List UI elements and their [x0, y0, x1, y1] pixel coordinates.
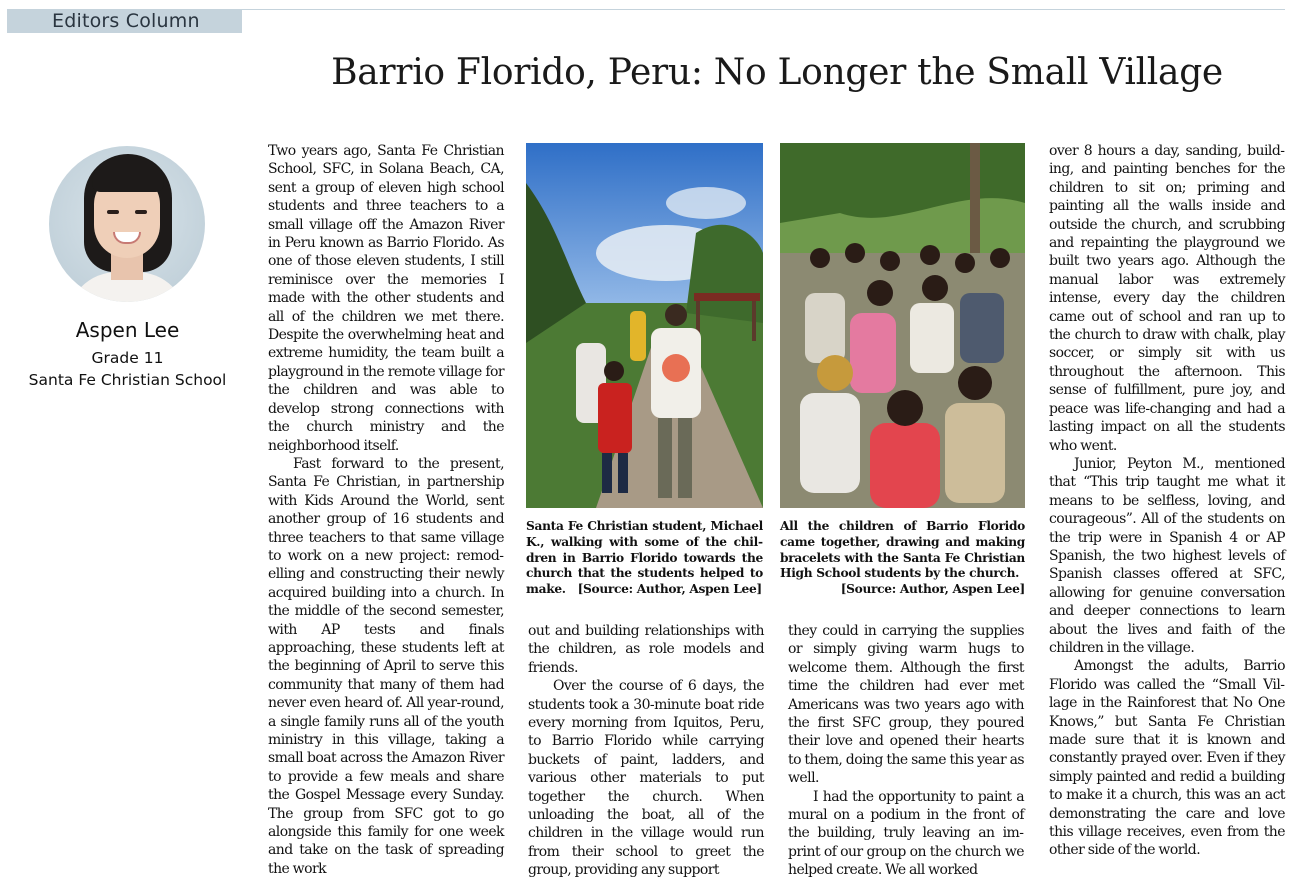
caption-source: [Source: Author, Aspen Lee] [840, 582, 1025, 597]
section-label: Editors Column [7, 9, 242, 33]
author-photo [49, 146, 205, 302]
article-column-1 [268, 142, 504, 878]
photo-walking-to-church [526, 143, 763, 508]
paragraph: they could in carrying the supplies or simply giving warm hugs to welcome them. Although the first time the children had ever met Americans was two years ago with the first SFC group, they poured their love and opened their hearts to them, doing the same this year as well. [788, 623, 1024, 787]
caption-photo-1 [526, 519, 763, 598]
article-column-2 [528, 622, 764, 880]
paragraph: Over the course of 6 days, the students took a 30-minute boat ride every morning from Iquitos, Peru, to Barrio Florido while carrying buckets of paint, ladders, and various other materials to put together the church. When unloading the boat, all of the children in the village would run from their school to greet the group, providing any support [528, 678, 764, 879]
author-name: Aspen Lee [75, 318, 180, 342]
caption-photo-2 [780, 519, 1025, 598]
author-school: Santa Fe Christian School [28, 371, 227, 389]
paragraph: out and building relationships with the children, as role models and friends. [528, 623, 764, 676]
article-column-3 [788, 622, 1024, 880]
paragraph: over 8 hours a day, sanding, building, and painting benches for the children to sit on; priming and painting all the walls inside and outside the church, and scrubbing and repainting the playground we built two years ago. Although the manual labor was extremely intense, every day the children came out of school and ran up to the church to draw with chalk, play soccer, or simply sit with us throughout the afternoon. This sense of fulfillment, pure joy, and peace was life-changing and had a lasting impact on all the students who went. [1049, 143, 1285, 454]
headline: Barrio Florido, Peru: No Longer the Small Village [331, 52, 1223, 93]
paragraph: Amongst the adults, Barrio Florido was called the “Small Village in the Rainforest that No One Knows,” but Santa Fe Christian made sure that it is known and constantly prayed over. Even if they simply painted and redid a building to make it a church, this was an act demonstrating the care and love this village receives, even from the other side of the world. [1049, 658, 1285, 859]
caption-source: [Source: Author, Aspen Lee] [577, 582, 762, 597]
article-column-4 [1049, 142, 1285, 860]
paragraph: Junior, Peyton M., mentioned that “This trip taught me what it means to be selfless, loving, and courageous”. All of the students on the trip were in Spanish 4 or AP Spanish, the two highest levels of Spanish classes offered at SFC, allowing for genuine conversation and deeper connections to learn about the lives and faith of the children in the village. [1049, 455, 1285, 656]
top-rule [242, 9, 1285, 10]
caption-text: Santa Fe Christian student, Michael K., walking with some of the children in Barrio Florido towards the church that the students helped to make. [526, 519, 763, 597]
author-grade: Grade 11 [91, 349, 164, 367]
paragraph: Fast forward to the present, Santa Fe Christian, in partnership with Kids Around the World, sent another group of 16 students and three teachers to that same village to work on a new project: remodelling and constructing their newly acquired building into a church. In the middle of the second semester, with AP tests and finals approaching, these students left at the beginning of April to serve this community that many of them had never even heard of. All year-round, a single family runs all of the youth ministry in this village, taking a small boat across the Amazon River to provide a few meals and share the Gospel Message every Sunday. The group from SFC got to go alongside this family for one week and take on the task of spreading the work [268, 455, 504, 877]
photo-children-group [780, 143, 1025, 508]
paragraph: I had the opportunity to paint a mural on a podium in the front of the building, truly leaving an imprint of our group on the church we helped create. We all worked [788, 788, 1024, 879]
paragraph: Two years ago, Santa Fe Christian School, SFC, in Solana Beach, CA, sent a group of eleven high school students and three teachers to a small village off the Amazon River in Peru known as Barrio Florido. As one of those eleven students, I still reminisce over the memories I made with the other students and all of the children we met there. Despite the overwhelming heat and extreme humidity, the team built a playground in the remote village for the children and was able to develop strong connections with the church ministry and the neighborhood itself. [268, 143, 504, 454]
caption-text: All the children of Barrio Florido came together, drawing and making bracelets with the Santa Fe Christian High School students by the church. [780, 519, 1025, 581]
